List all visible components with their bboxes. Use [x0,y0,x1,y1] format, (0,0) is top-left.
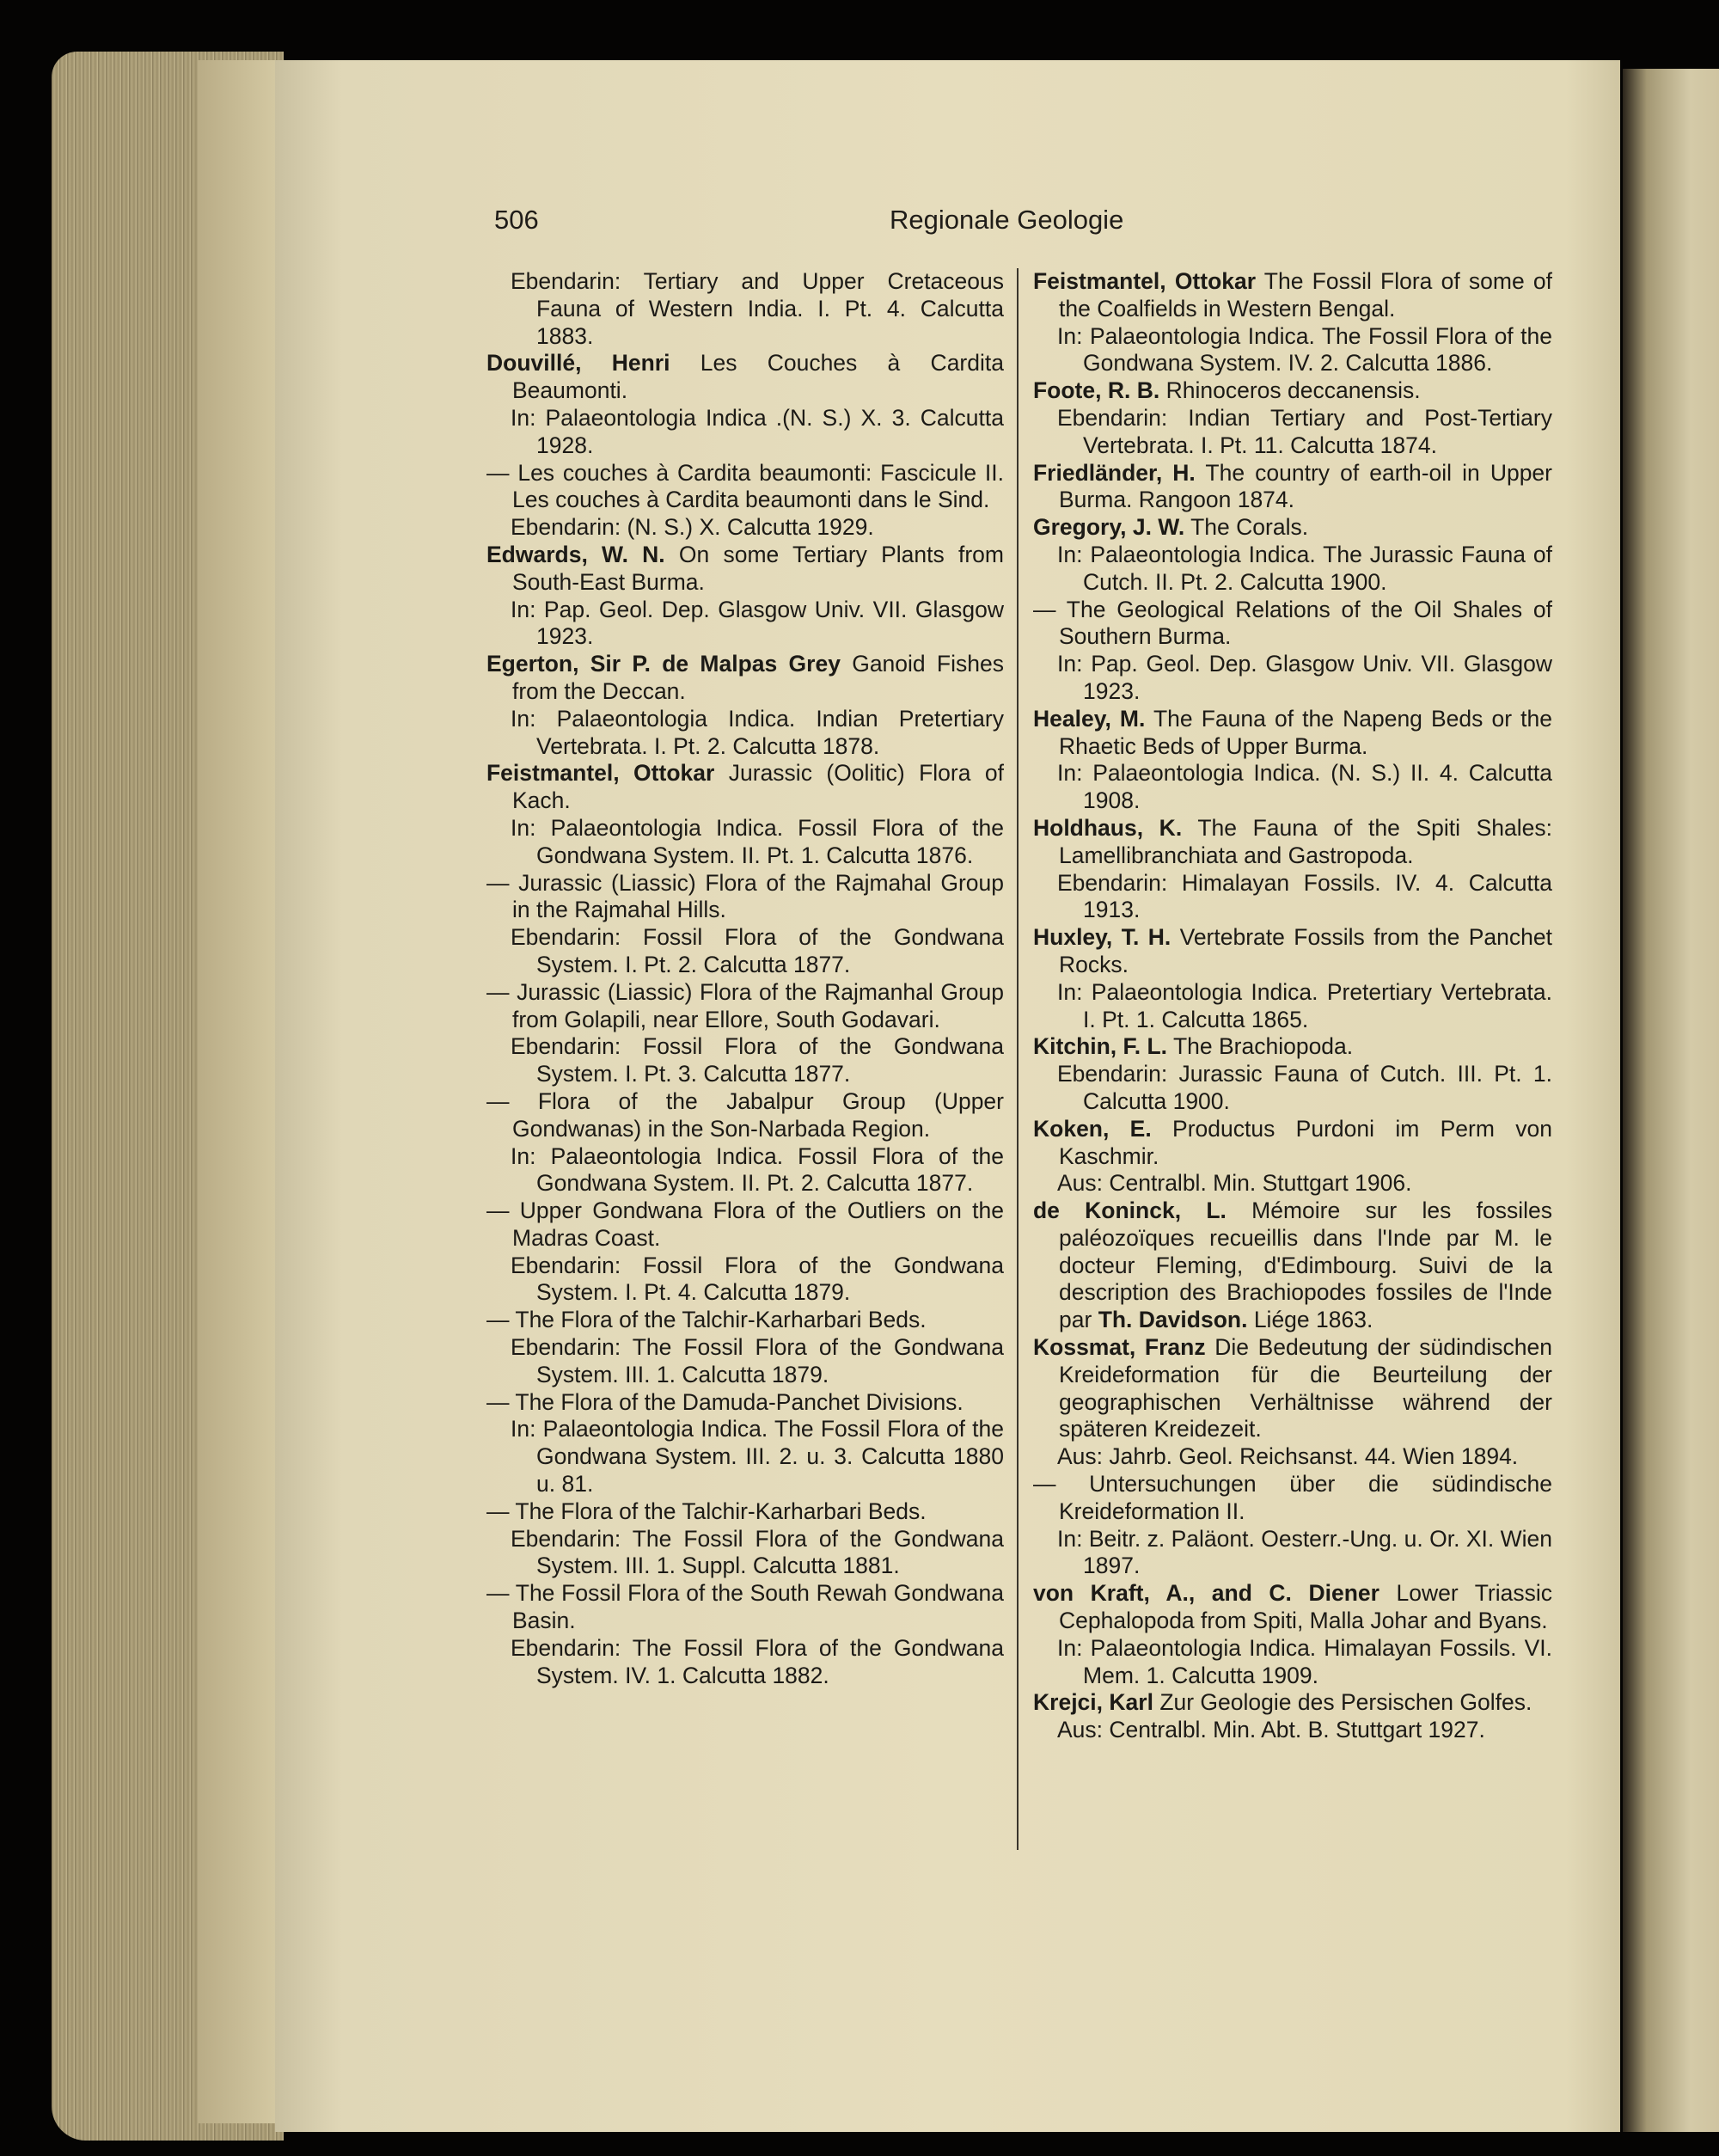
citation-text: Ebendarin: Tertiary and Upper Cretaceous Fauna of Western India. I. Pt. 4. Calcutta 1883. [511,268,1004,349]
entry-title: — The Flora of the Damuda-Panchet Divisions. [486,1388,963,1415]
citation-text: In: Palaeontologia Indica. Fossil Flora of the Gondwana System. II. Pt. 2. Calcutta 1877. [511,1142,1004,1197]
citation-text: Ebendarin: Fossil Flora of the Gondwana System. I. Pt. 2. Calcutta 1877. [511,924,1004,977]
running-title: Regionale Geologie [890,205,1124,235]
bibliography-entry [486,979,1004,1034]
entry-title: — The Fossil Flora of the South Rewah Gondwana Basin. [486,1580,1004,1634]
entry-title: The country of earth-oil in Upper Burma. Rangoon 1874. [1059,459,1552,513]
citation-text: Ebendarin: Indian Tertiary and Post-Tertiary Vertebrata. I. Pt. 11. Calcutta 1874. [1057,404,1552,458]
bibliography-entry [1033,1580,1552,1635]
bibliography-entry [486,651,1004,706]
entry-author: Douvillé, Henri [486,350,670,377]
bibliography-entry [1033,1197,1552,1334]
entry-title: — Untersuchungen über die südindische Kreideformation II. [1033,1471,1552,1524]
citation-detail [1033,1526,1552,1581]
entry-author: von Kraft, A., and C. Diener [1033,1580,1379,1607]
citation-text: In: Palaeontologia Indica .(N. S.) X. 3. Calcutta 1928. [511,404,1004,458]
citation-detail [486,1253,1004,1308]
entry-title: Productus Purdoni im Perm von Kaschmir. [1059,1115,1552,1169]
page-header [494,205,1500,239]
citation-detail [1033,405,1552,460]
bibliography-entry [486,1580,1004,1635]
entry-author: Foote, R. B. [1033,377,1160,404]
citation-detail [486,405,1004,460]
entry-coauthor: Th. Davidson. [1098,1307,1248,1333]
bibliography-entry [486,350,1004,405]
entry-author: Huxley, T. H. [1033,924,1171,951]
citation-text: Ebendarin: The Fossil Flora of the Gondwana System. III. 1. Suppl. Calcutta 1881. [511,1525,1004,1579]
citation-text: In: Palaeontologia Indica. The Fossil Flora of the Gondwana System. III. 2. u. 3. Calcutta 1880 u. 81. [511,1416,1004,1498]
citation-detail [486,597,1004,652]
bibliography-entry [1033,1689,1552,1717]
entry-title: On some Tertiary Plants from South-East Burma. [512,541,1004,595]
citation-detail [486,268,1004,350]
entry-title: Die Bedeutung der südindischen Kreideformation für die Beurteilung der geographischen Verhältnisse während der späteren Kreidezeit. [1059,1334,1552,1442]
citation-detail [486,1416,1004,1498]
citation-detail [486,924,1004,979]
entry-author: Gregory, J. W. [1033,514,1185,541]
bibliography-entry [1033,460,1552,515]
entry-title: — The Geological Relations of the Oil Shales of Southern Burma. [1033,596,1552,650]
entry-title: Jurassic (Oolitic) Flora of Kach. [512,760,1004,814]
entry-title: The Brachiopoda. [1172,1033,1354,1060]
citation-detail [486,815,1004,870]
citation-detail [1033,651,1552,706]
entry-title: — Upper Gondwana Flora of the Outliers on the Madras Coast. [486,1197,1004,1251]
entry-author: Kitchin, F. L. [1033,1033,1168,1060]
bibliography-entry [486,870,1004,925]
bibliography-entry [1033,1334,1552,1443]
citation-detail [1033,1443,1552,1471]
entry-title: — Les couches à Cardita beaumonti: Fascicule II. Les couches à Cardita beaumonti dans le Sind. [486,459,1004,513]
bibliography-entry [1033,377,1552,405]
citation-detail [486,706,1004,761]
citation-detail [486,1635,1004,1690]
entry-title: — Jurassic (Liassic) Flora of the Rajmahal Group in the Rajmahal Hills. [486,869,1004,923]
citation-text: Ebendarin: The Fossil Flora of the Gondwana System. IV. 1. Calcutta 1882. [511,1634,1004,1688]
citation-text: In: Palaeontologia Indica. (N. S.) II. 4. Calcutta 1908. [1057,760,1552,814]
citation-detail [486,1334,1004,1389]
citation-text: In: Palaeontologia Indica. The Fossil Flora of the Gondwana System. IV. 2. Calcutta 1886. [1057,322,1552,377]
citation-text: Ebendarin: Fossil Flora of the Gondwana System. I. Pt. 3. Calcutta 1877. [511,1033,1004,1087]
entry-title: Ganoid Fishes from the Deccan. [512,651,1004,704]
entry-title: The Fauna of the Napeng Beds or the Rhaetic Beds of Upper Burma. [1059,705,1552,759]
citation-text: Ebendarin: Himalayan Fossils. IV. 4. Calcutta 1913. [1057,869,1552,923]
citation-detail [1033,979,1552,1034]
bibliography-entry [1033,1116,1552,1171]
citation-text: In: Palaeontologia Indica. Himalayan Fossils. VI. Mem. 1. Calcutta 1909. [1057,1634,1552,1688]
bibliography-entry [486,1389,1004,1417]
entry-title: The Corals. [1190,514,1309,541]
entry-title: The Fossil Flora of some of the Coalfields in Western Bengal. [1059,268,1552,322]
citation-detail [1033,870,1552,925]
citation-detail [1033,323,1552,378]
bibliography-entry [486,1088,1004,1143]
citation-text: In: Palaeontologia Indica. Pretertiary Vertebrata. I. Pt. 1. Calcutta 1865. [1057,978,1552,1032]
citation-text: In: Pap. Geol. Dep. Glasgow Univ. VII. Glasgow 1923. [511,596,1004,650]
bibliography-entry [486,1498,1004,1526]
entry-author: Friedländer, H. [1033,459,1196,486]
page-number: 506 [494,205,539,235]
book-spine-shadow [198,60,284,2123]
citation-detail [1033,542,1552,597]
bibliography-entry [486,1307,1004,1334]
entry-title: — Flora of the Jabalpur Group (Upper Gondwanas) in the Son-Narbada Region. [486,1087,1004,1142]
left-column [486,268,1004,1689]
bibliography-entry [1033,268,1552,323]
bibliography-entry [486,1197,1004,1253]
citation-detail [1033,760,1552,815]
citation-text: In: Pap. Geol. Dep. Glasgow Univ. VII. Glasgow 1923. [1057,651,1552,704]
citation-text: In: Palaeontologia Indica. Indian Pretertiary Vertebrata. I. Pt. 2. Calcutta 1878. [511,705,1004,759]
bibliography-entry [486,760,1004,815]
citation-text: Ebendarin: Jurassic Fauna of Cutch. III. Pt. 1. Calcutta 1900. [1057,1061,1552,1114]
citation-detail [486,514,1004,542]
entry-title: Mémoire sur les fossiles paléozoïques recueillis dans l'Inde par M. le docteur Fleming, d'Edimbourg. Suivi de la description des Brachiopodes fossiles de l'Inde par [1059,1197,1552,1333]
entry-title: Lower Triassic Cephalopoda from Spiti, Malla Johar and Byans. [1059,1580,1552,1634]
entry-author: Koken, E. [1033,1115,1152,1142]
citation-detail [1033,1061,1552,1116]
entry-author: Feistmantel, Ottokar [486,760,715,787]
bibliography-entry [1033,815,1552,870]
entry-author: Holdhaus, K. [1033,814,1183,841]
citation-detail [1033,1717,1552,1744]
bibliography-entry [486,460,1004,515]
entry-author: Krejci, Karl [1033,1689,1153,1716]
entry-author: Kossmat, Franz [1033,1334,1206,1361]
entry-author: Edwards, W. N. [486,541,665,567]
entry-title: Zur Geologie des Persischen Golfes. [1159,1689,1532,1716]
citation-text: Aus: Centralbl. Min. Abt. B. Stuttgart 1927. [1057,1717,1485,1743]
bibliography-entry [1033,706,1552,761]
citation-text: Aus: Centralbl. Min. Stuttgart 1906. [1057,1170,1412,1197]
entry-author: de Koninck, L. [1033,1197,1227,1224]
citation-text: Ebendarin: Fossil Flora of the Gondwana System. I. Pt. 4. Calcutta 1879. [511,1252,1004,1306]
entry-author: Feistmantel, Ottokar [1033,268,1257,294]
bibliography-entry [1033,1033,1552,1061]
entry-title: Vertebrate Fossils from the Panchet Rocks. [1059,924,1552,977]
citation-text: In: Palaeontologia Indica. Fossil Flora of the Gondwana System. II. Pt. 1. Calcutta 1876. [511,814,1004,868]
entry-title: — The Flora of the Talchir-Karharbari Beds. [486,1498,927,1524]
facing-page-edge [1623,69,1719,2132]
bibliography-entry [486,542,1004,597]
bibliography-entry [1033,1471,1552,1526]
right-column [1033,268,1552,1744]
bibliography-entry [1033,597,1552,652]
citation-text: Ebendarin: The Fossil Flora of the Gondwana System. III. 1. Calcutta 1879. [511,1334,1004,1387]
citation-text: Aus: Jahrb. Geol. Reichsanst. 44. Wien 1894. [1057,1443,1519,1470]
citation-text: In: Palaeontologia Indica. The Jurassic Fauna of Cutch. II. Pt. 2. Calcutta 1900. [1057,541,1552,595]
entry-author: Egerton, Sir P. de Malpas Grey [486,651,841,677]
entry-title: — Jurassic (Liassic) Flora of the Rajmanhal Group from Golapili, near Ellore, South Godavari. [486,978,1004,1032]
citation-detail [1033,1170,1552,1197]
entry-author: Healey, M. [1033,705,1146,732]
citation-detail [486,1033,1004,1088]
citation-detail [486,1526,1004,1581]
entry-title: — The Flora of the Talchir-Karharbari Beds. [486,1307,927,1333]
citation-text: In: Beitr. z. Paläont. Oesterr.-Ung. u. Or. XI. Wien 1897. [1057,1525,1552,1579]
entry-title: Les Couches à Cardita Beaumonti. [512,350,1004,404]
bibliography-entry [1033,514,1552,542]
citation-detail [1033,1635,1552,1690]
entry-title-continued: Liége 1863. [1253,1307,1373,1333]
citation-detail [486,1143,1004,1198]
bibliography-entry [1033,924,1552,979]
citation-text: Ebendarin: (N. S.) X. Calcutta 1929. [511,514,874,541]
entry-title: The Fauna of the Spiti Shales: Lamellibranchiata and Gastropoda. [1059,814,1552,868]
column-divider [1017,268,1019,1850]
entry-title: Rhinoceros deccanensis. [1165,377,1421,404]
